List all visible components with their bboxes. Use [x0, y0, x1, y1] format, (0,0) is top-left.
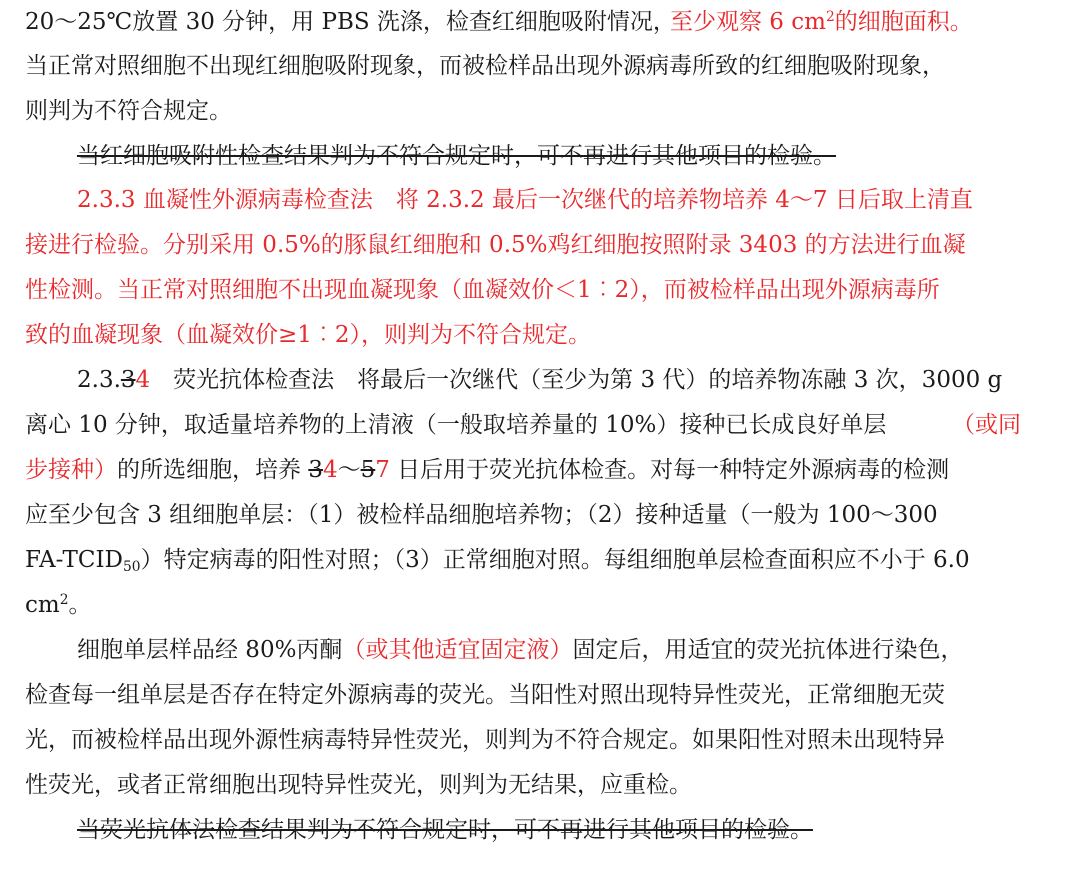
- deleted-5-days: 5: [360, 457, 376, 483]
- deleted-sentence-1: 当红细胞吸附性检查结果判为不符合规定时，可不再进行其他项目的检验。: [77, 143, 836, 169]
- line-1-text: 20～25℃放置 30 分钟，用 PBS 洗涤，检查红细胞吸附情况，: [25, 9, 676, 35]
- inserted-4-days: 4: [322, 457, 338, 483]
- superscript-2: 2: [825, 9, 835, 25]
- deleted-3: 3: [120, 367, 136, 393]
- deleted-sentence-2: 当荧光抗体法检查结果判为不符合规定时，可不再进行其他项目的检验。: [77, 817, 813, 843]
- red-insert-simultaneous-inoculation: 步接种）: [25, 457, 117, 483]
- subscript-50: 50: [123, 559, 141, 575]
- red-insert-other-fixative: （或其他适宜固定液）: [342, 637, 573, 663]
- red-insert-or-simultaneous: （或同: [952, 412, 1021, 438]
- inserted-7-days: 7: [375, 457, 390, 483]
- document-page: 20～25℃放置 30 分钟，用 PBS 洗涤，检查红细胞吸附情况， 至少观察 6 $cm^2$的细胞面积。 当正常对照细胞不出现红细胞吸附现象，而被检样品出现外源病毒所致的红细胞吸附现象， 则判为不符合规定。 当红细胞吸附性检查结果判为不符合规定时，可不再进行其他项目的检验。 2.3.3 血凝性外源病毒检查法 将 2.3.2 最后一次继代的培养物培养 4～7 日后取上清直 接进行检验。分别采用 0.5%的豚鼠红细胞和 0.5%鸡红细胞按照附录 3403 的方法进行血凝 性检测。当正常对照细胞不出现血凝现象（血凝效价＜1︰2），而被检样品出现外源病毒所 致的血凝现象（血凝效价≥1︰2），则判为不符合规定。 2.3.34 荧光抗体检查法 将最后一次继代（至少为第 3 代）的培养物冻融 3 次，3000 g 离心 10 分钟，取适量培养物的上清液（一般取培养量的 10%）接种已长成良好单层 （或同 步接种）的所选细胞，培养 34～57 日后用于荧光抗体检查。对每一种特定外源病毒的检测 应至少包含 3 组细胞单层：（1）被检样品细胞培养物；（2）接种适量（一般为 100～300 $FA-TCID_{50}$）特定病毒的阳性对照；（3）正常细胞对照。每组细胞单层检查面积应不小于 6.0 $cm^2$。 细胞单层样品经 80%丙酮（或其他适宜固定液）固定后，用适宜的荧光抗体进行染色， 检查每一组单层是否存在特定外源病毒的荧光。当阳性对照出现特异性荧光，正常细胞无荧 光，而被检样品出现外源性病毒特异性荧光，则判为不符合规定。如果阳性对照未出现特异 性荧光，或者正常细胞出现特异性荧光，则判为无结果，应重检。 当荧光抗体法检查结果判为不符合规定时，可不再进行其他项目的检验。: [0, 0, 1080, 892]
- inserted-4: 4: [135, 367, 151, 393]
- superscript-2b: 2: [59, 592, 69, 608]
- deleted-3-days: 3: [308, 457, 323, 483]
- line-1-red-insert: 至少观察 6 $cm^2$的细胞面积。: [670, 9, 973, 35]
